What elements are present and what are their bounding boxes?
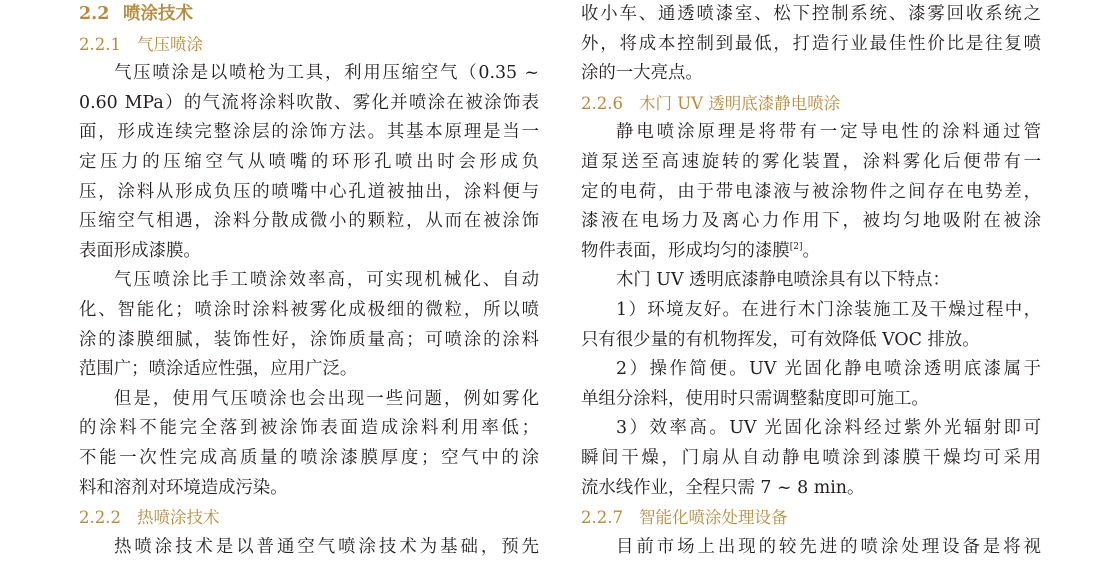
- section-number: 2.2: [79, 4, 110, 24]
- text-line: 只有很少量的有机物挥发，可有效降低 VOC 排放。: [581, 329, 980, 350]
- paragraph-electrostatic-principle: [581, 118, 1041, 266]
- text-line: 定的电荷，由于带电漆液与被涂物件之间存在电势差，: [581, 181, 1041, 202]
- text-line: 目前市场上出现的较先进的喷涂处理设备是将视: [616, 536, 1041, 557]
- text-line: 压缩空气相遇，涂料分散成微小的颗粒，从而在被涂饰: [79, 211, 539, 232]
- text-line: 面，形成连续完整涂层的涂饰方法。其基本原理是当一: [79, 122, 539, 143]
- text-line: 压，涂料从形成负压的喷嘴中心孔道被抽出，涂料便与: [79, 181, 539, 202]
- text-line: 流水线作业，全程只需 7 ~ 8 min。: [581, 477, 865, 498]
- text-line: 气压喷涂是以喷枪为工具，利用压缩空气（0.35 ~: [114, 63, 539, 84]
- text-line: 0.60 MPa）的气流将涂料吹散、雾化并喷涂在被涂饰表: [79, 92, 539, 113]
- subsection-heading-2-2-6: [581, 89, 1041, 119]
- text-line: 1）环境友好。在进行木门涂装施工及干燥过程中，: [616, 299, 1041, 320]
- text-line: 涂的漆膜细腻，装饰性好，涂饰质量高；可喷涂的涂料: [79, 329, 539, 350]
- text-line: 木门 UV 透明底漆静电喷涂具有以下特点：: [616, 270, 950, 291]
- subsection-heading-2-2-7: [581, 503, 1041, 533]
- subsection-heading-2-2-2: [79, 503, 539, 533]
- subsection-number: 2.2.6: [581, 93, 623, 113]
- text-line: 的涂料不能完全落到被涂饰表面造成涂料利用率低；: [79, 418, 539, 439]
- text-line: 气压喷涂比手工喷涂效率高，可实现机械化、自动: [114, 270, 539, 291]
- list-item-efficiency: [581, 414, 1041, 503]
- subsection-number: 2.2.2: [79, 508, 121, 528]
- text-span: 。: [802, 240, 820, 261]
- text-line: 热喷涂技术是以普通空气喷涂技术为基础，预先: [114, 536, 539, 557]
- text-line: 不能一次性完成高质量的喷涂漆膜厚度；空气中的涂: [79, 447, 539, 468]
- paragraph-intelligent-equipment: [581, 533, 1041, 563]
- paragraph-air-spray-advantages: [79, 266, 539, 384]
- section-heading-2-2: [79, 0, 539, 30]
- list-item-operation: [581, 355, 1041, 414]
- subsection-heading-2-2-1: [79, 30, 539, 60]
- paragraph-thermal-spray: [79, 533, 539, 563]
- subsection-number: 2.2.1: [79, 34, 121, 54]
- text-line: 料和溶剂对环境造成污染。: [79, 477, 288, 498]
- text-line: 外，将成本控制到最低，打造行业最佳性价比是往复喷: [581, 33, 1041, 54]
- subsection-title: 木门 UV 透明底漆静电喷涂: [639, 93, 841, 113]
- text-line: 瞬间干燥，门扇从自动静电喷涂到漆膜干燥均可采用: [581, 447, 1041, 468]
- text-line: 单组分涂料，使用时只需调整黏度即可施工。: [581, 388, 929, 409]
- paragraph-air-spray-problems: [79, 385, 539, 503]
- paragraph-air-spray-intro: [79, 59, 539, 266]
- citation-ref: [2]: [789, 241, 803, 252]
- right-column: [581, 0, 1041, 562]
- text-line: 但是，使用气压喷涂也会出现一些问题，例如雾化: [114, 388, 539, 409]
- text-line: 化、智能化；喷涂时涂料被雾化成极细的微粒，所以喷: [79, 299, 539, 320]
- text-line: 定压力的压缩空气从喷嘴的环形孔喷出时会形成负: [79, 151, 539, 172]
- text-line: 道泵送至高速旋转的雾化装置，涂料雾化后便带有一: [581, 151, 1041, 172]
- text-line: 漆液在电场力及离心力作用下，被均匀地吸附在被涂: [581, 211, 1041, 232]
- text-line: [581, 237, 1041, 267]
- section-title: 喷涂技术: [123, 4, 193, 24]
- left-column: [79, 0, 539, 562]
- text-line: 收小车、通透喷漆室、松下控制系统、漆雾回收系统之: [581, 4, 1041, 24]
- text-line: 3）效率高。UV 光固化涂料经过紫外光辐射即可: [616, 418, 1041, 439]
- text-span: 物件表面，形成均匀的漆膜: [581, 240, 790, 261]
- subsection-title: 热喷涂技术: [137, 508, 220, 528]
- text-line: 涂的一大亮点。: [581, 63, 703, 84]
- subsection-number: 2.2.7: [581, 508, 623, 528]
- subsection-title: 智能化喷涂处理设备: [639, 508, 788, 528]
- text-line: 2）操作简便。UV 光固化静电喷涂透明底漆属于: [616, 359, 1041, 380]
- paragraph-features-intro: [581, 266, 1041, 296]
- text-line: 表面形成漆膜。: [79, 240, 201, 261]
- text-line: 静电喷涂原理是将带有一定导电性的涂料通过管: [616, 122, 1041, 143]
- text-line: 范围广；喷涂适应性强，应用广泛。: [79, 359, 358, 380]
- subsection-title: 气压喷涂: [137, 34, 203, 54]
- list-item-environment: [581, 296, 1041, 355]
- paragraph-continued: [581, 0, 1041, 89]
